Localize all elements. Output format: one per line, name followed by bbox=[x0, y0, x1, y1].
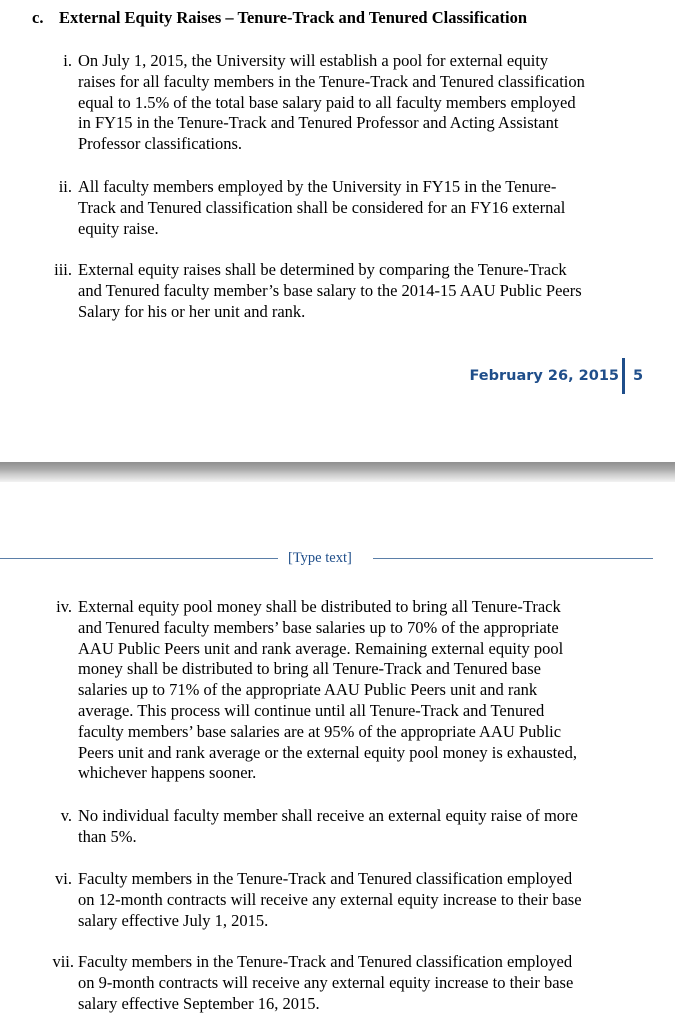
text-line: in FY15 in the Tenure-Track and Tenured Professor and Acting Assistant bbox=[78, 113, 559, 133]
text-line: equity raise. bbox=[78, 218, 159, 238]
text-line: and Tenured faculty member’s base salary to the 2014-15 AAU Public Peers bbox=[78, 280, 582, 300]
text-line: and Tenured faculty members’ base salaries up to 70% of the appropriate bbox=[78, 617, 559, 637]
page-break-shadow bbox=[0, 462, 675, 482]
text-line: Salary for his or her unit and rank. bbox=[78, 301, 306, 321]
text-line: Faculty members in the Tenure-Track and Tenured classification employed bbox=[78, 952, 573, 971]
text-line: average. This process will continue until all Tenure-Track and Tenured bbox=[78, 700, 545, 720]
item-text bbox=[78, 260, 668, 322]
text-line: No individual faculty member shall receive an external equity raise of more bbox=[78, 806, 578, 825]
item-text bbox=[78, 597, 668, 784]
header-placeholder-text: [Type text] bbox=[288, 550, 352, 566]
text-line: whichever happens sooner. bbox=[78, 763, 257, 783]
text-line: than 5%. bbox=[78, 826, 137, 846]
item-number: vii. bbox=[52, 952, 74, 971]
header-rule-right bbox=[373, 558, 653, 559]
text-line: All faculty members employed by the University in FY15 in the Tenure- bbox=[78, 177, 557, 196]
text-line: on 12-month contracts will receive any external equity increase to their base bbox=[78, 889, 582, 909]
item-number: v. bbox=[60, 806, 72, 825]
section-title: External Equity Raises – Tenure-Track and Tenured Classification bbox=[59, 8, 528, 27]
text-line: salaries up to 71% of the appropriate AAU Public Peers unit and rank bbox=[78, 680, 538, 700]
item-number: ii. bbox=[58, 177, 72, 196]
footer-divider bbox=[622, 358, 625, 394]
section-letter: c. bbox=[32, 8, 44, 27]
text-line: raises for all faculty members in the Tenure-Track and Tenured classification bbox=[78, 71, 585, 91]
item-text bbox=[78, 869, 668, 931]
text-line: money shall be distributed to bring all Tenure-Track and Tenured base bbox=[78, 659, 541, 679]
text-line: salary effective July 1, 2015. bbox=[78, 910, 269, 930]
text-line: faculty members’ base salaries are at 95% of the appropriate AAU Public bbox=[78, 721, 562, 741]
text-line: AAU Public Peers unit and rank average. Remaining external equity pool bbox=[78, 638, 564, 658]
text-line: Peers unit and rank average or the external equity pool money is exhausted, bbox=[78, 742, 577, 762]
text-line: External equity raises shall be determined by comparing the Tenure-Track bbox=[78, 260, 567, 279]
item-text bbox=[78, 177, 668, 239]
item-text bbox=[78, 51, 668, 155]
item-text bbox=[78, 806, 668, 848]
header-rule-left bbox=[0, 558, 278, 559]
text-line: on 9-month contracts will receive any external equity increase to their base bbox=[78, 972, 574, 992]
item-text bbox=[78, 952, 668, 1014]
item-number: iii. bbox=[54, 260, 72, 279]
footer-page-number: 5 bbox=[633, 368, 644, 384]
item-number: i. bbox=[63, 51, 72, 70]
text-line: Professor classifications. bbox=[78, 134, 243, 154]
item-number: iv. bbox=[56, 597, 72, 616]
text-line: salary effective September 16, 2015. bbox=[78, 993, 320, 1013]
text-line: equal to 1.5% of the total base salary paid to all faculty members employed bbox=[78, 92, 576, 112]
item-number: vi. bbox=[55, 869, 72, 888]
text-line: On July 1, 2015, the University will establish a pool for external equity bbox=[78, 51, 549, 70]
section-heading bbox=[32, 7, 527, 28]
footer-date: February 26, 2015 bbox=[469, 368, 619, 384]
text-line: External equity pool money shall be distributed to bring all Tenure-Track bbox=[78, 597, 561, 616]
text-line: Track and Tenured classification shall be considered for an FY16 external bbox=[78, 197, 566, 217]
text-line: Faculty members in the Tenure-Track and Tenured classification employed bbox=[78, 869, 573, 888]
